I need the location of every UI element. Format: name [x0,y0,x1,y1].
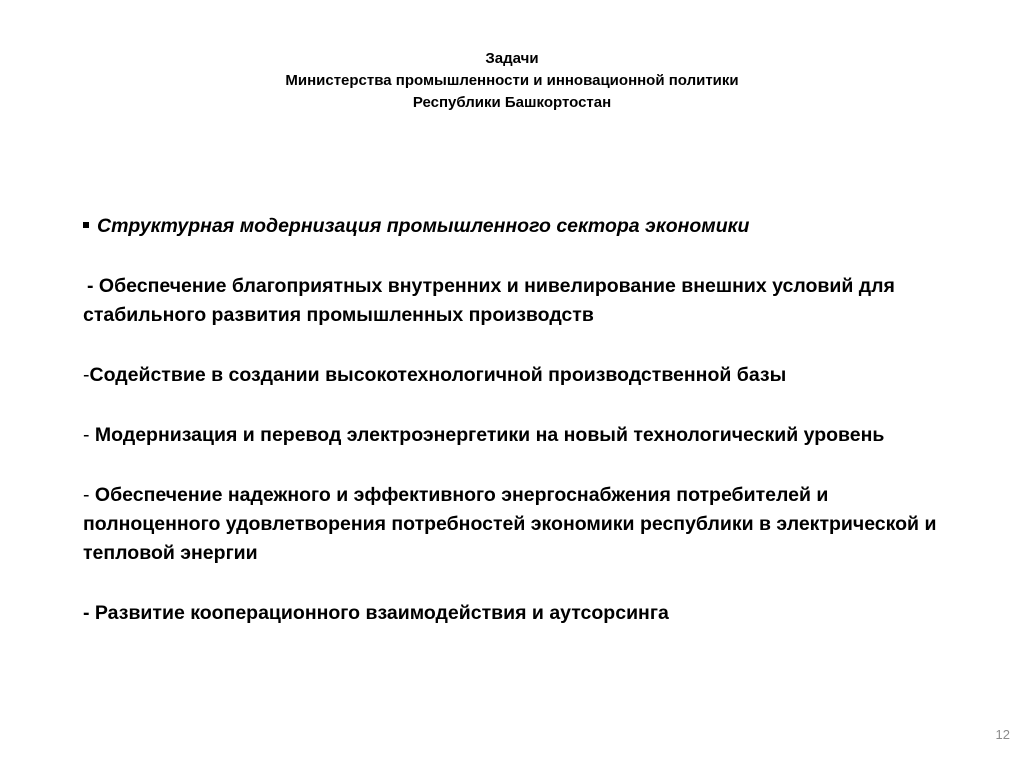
title-line-1: Задачи [485,50,539,67]
square-bullet-icon [83,222,89,228]
title-line-3: Республики Башкортостан [412,94,612,111]
list-item [83,421,958,450]
list-item-text: Развитие кооперационного взаимодействия и аутсорсинга [94,602,669,624]
spacer [83,450,958,481]
slide-content [83,212,958,628]
list-item-text: Содействие в создании высокотехнологичной производственной базы [89,364,787,386]
list-item-text: Обеспечение надежного и эффективного энергоснабжения потребителей и полноценного удовлетворения потребностей экономики республики в электрической и тепловой энергии [83,484,937,564]
list-item-text: Модернизация и перевод электроэнергетики на новый технологический уровень [94,424,885,446]
slide-title [0,48,1024,114]
list-item-dash: - [87,275,99,297]
spacer [83,390,958,421]
list-item-dash: - [83,602,95,624]
list-item [83,361,958,390]
spacer [83,568,958,599]
list-item-text: Обеспечение благоприятных внутренних и нивелирование внешних условий для стабильного развития промышленных производств [83,275,895,326]
list-item [83,481,958,568]
list-item [83,599,958,628]
spacer [83,241,958,272]
list-item-dash: - [83,424,95,446]
page-number: 12 [995,727,1010,742]
section-heading [83,212,958,241]
list-item [83,272,958,330]
section-heading-text: Структурная модернизация промышленного сектора экономики [97,215,750,237]
title-line-2: Министерства промышленности и инновационной политики [285,72,739,89]
list-item-dash: - [83,484,95,506]
list-item-dash: - [83,364,90,386]
spacer [83,330,958,361]
